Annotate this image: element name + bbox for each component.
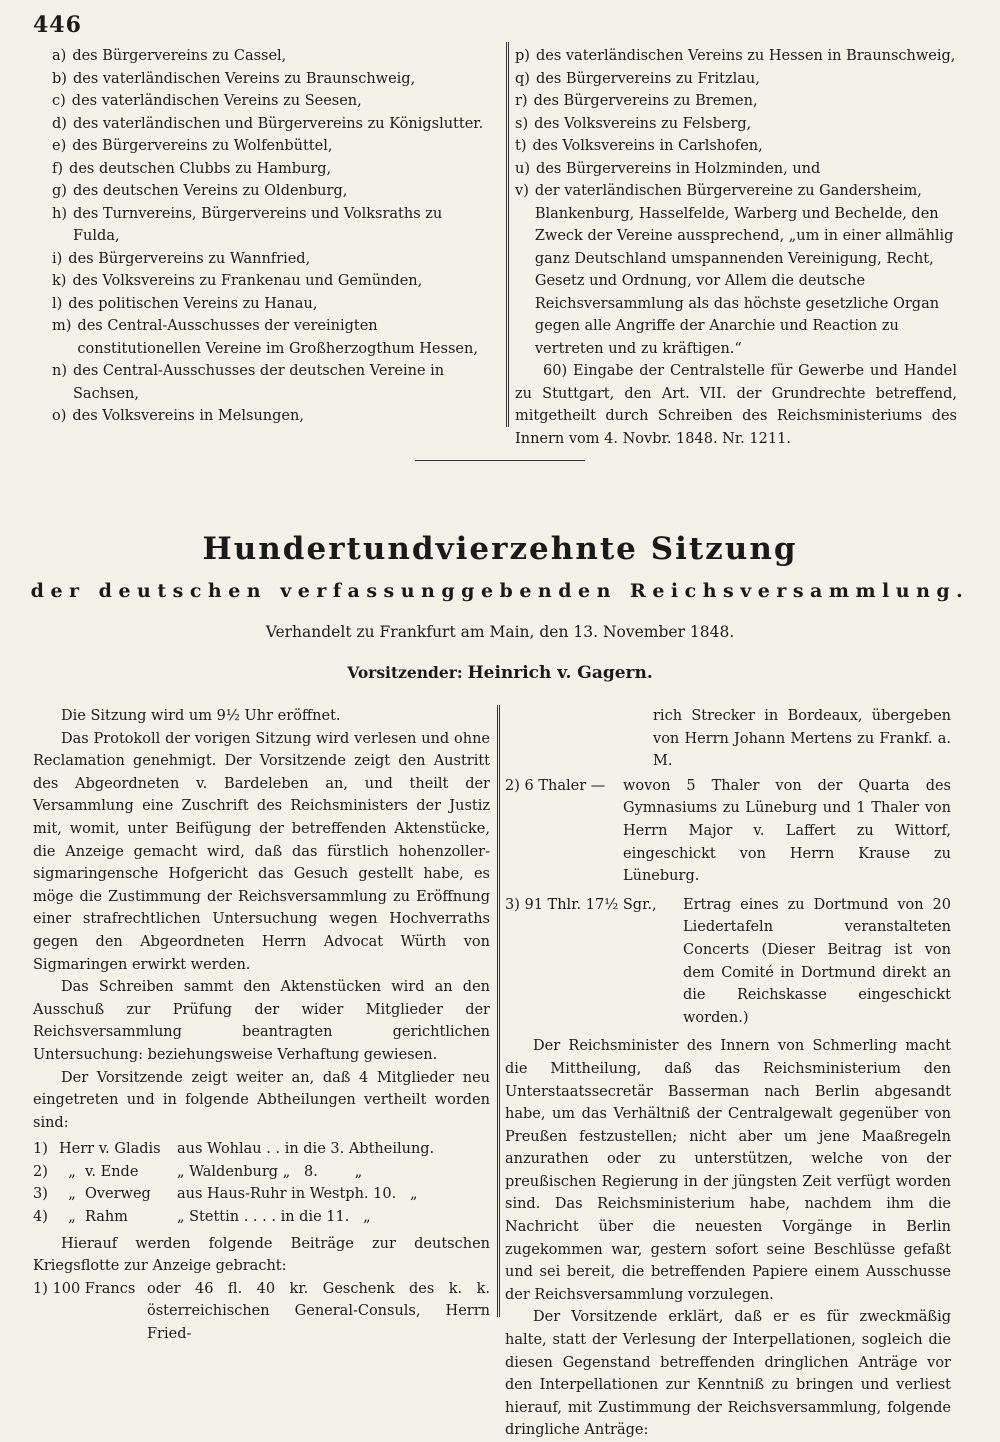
list-item-label: d) [52, 115, 67, 132]
list-item [515, 158, 957, 181]
donation-1-continued: rich Strecker in Bordeaux, übergeben von Herrn Johann Mertens zu Frankf. a. M. [653, 708, 951, 770]
list-item-label: o) [52, 408, 67, 424]
list-item [515, 45, 957, 68]
list-item-text: des Bürgervereins zu Bremen, [533, 93, 758, 109]
member-district: „ Waldenburg „ 8. „ [177, 1163, 363, 1180]
member-row [33, 1138, 490, 1161]
list-item [52, 203, 492, 248]
list-item-text: des vaterländischen Vereins zu Seesen, [71, 93, 362, 109]
member-number: 3) [33, 1186, 48, 1203]
member-number: 2) [33, 1163, 48, 1180]
list-item-text: des Volksvereins in Carlshofen, [532, 138, 763, 154]
column-divider-bottom [497, 705, 500, 1317]
member-district: aus Haus-Ruhr in Westph. 10. „ [177, 1186, 418, 1203]
session-title: Hundertundvierzehnte Sitzung [202, 531, 798, 567]
list-item [52, 180, 492, 203]
donation-1 [33, 1278, 490, 1346]
list-item [52, 248, 492, 271]
donation-1-text: oder 46 fl. 40 kr. Geschenk des k. k. österreichischen General-Consuls, Herrn Fried- [147, 1280, 490, 1343]
fleet-contributions-intro: Hierauf werden folgende Beiträge zur deutschen Kriegsflotte zur Anzeige gebracht: [33, 1235, 490, 1275]
list-item-text: des vaterländischen Vereins zu Hessen in Braunschweig, [535, 48, 956, 64]
list-item [515, 90, 957, 113]
member-row [33, 1183, 490, 1206]
list-item-label: u) [515, 160, 530, 177]
list-item-text: des Volksvereins in Melsungen, [72, 408, 304, 424]
list-item [52, 315, 492, 360]
list-item-text: des Central-Ausschusses der vereinigten constitutionellen Vereine im Großherzogthum Hessen, [77, 318, 478, 357]
list-item [515, 135, 957, 158]
list-item-text: des Bürgervereins zu Wolfenbüttel, [72, 138, 333, 154]
member-row [33, 1206, 490, 1229]
chair-name: Heinrich v. Gagern. [467, 663, 653, 683]
column-divider-top [506, 42, 509, 427]
member-district: aus Wohlau . . in die 3. Abtheilung. [177, 1141, 435, 1158]
petition-60: 60) Eingabe der Centralstelle für Gewerbe und Handel zu Stuttgart, den Art. VII. der Grundrechte betreffend, mitgetheilt durch Schreiben des Reichsministeriums des Innern vom 4. Novbr. 1848. Nr. 1211. [515, 363, 957, 447]
list-item-label: e) [52, 138, 67, 154]
list-item [515, 68, 957, 91]
list-item-text: des Bürgervereins zu Cassel, [72, 48, 287, 64]
list-item [52, 90, 492, 113]
list-item [515, 180, 957, 360]
new-members-paragraph: Der Vorsitzende zeigt weiter an, daß 4 Mitglieder neu eingetreten und in folgende Abtheilungen vertheilt worden sind: [33, 1069, 490, 1131]
top-left-column [52, 45, 492, 428]
list-item-label: t) [515, 138, 527, 154]
list-item-label: n) [52, 363, 67, 379]
list-item-text: des Volksvereins zu Felsberg, [534, 115, 752, 132]
chair-label: Vorsitzender: [347, 663, 463, 682]
member-number: 1) [33, 1141, 48, 1158]
list-item-text: des deutschen Vereins zu Oldenburg, [72, 183, 348, 199]
list-item-label: i) [52, 250, 63, 267]
list-item-text: des Central-Ausschusses der deutschen Vereine in Sachsen, [73, 363, 445, 402]
list-item [52, 405, 492, 428]
bottom-right-column [505, 705, 951, 1442]
member-district: „ Stettin . . . . in die 11. „ [177, 1209, 371, 1226]
member-row [33, 1161, 490, 1184]
donation-3-label: 3) 91 Thlr. 17½ Sgr., [505, 896, 657, 913]
donation-3-text: Ertrag eines zu Dortmund von 20 Liedertafeln veranstalteten Concerts (Dieser Beitrag ist von dem Comité in Dortmund direkt an die Reichskasse eingeschickt worden.) [683, 896, 951, 1026]
list-item-text: des politischen Vereins zu Hanau, [68, 295, 318, 312]
list-item-label: q) [515, 70, 530, 87]
list-item [515, 113, 957, 136]
new-members-list [33, 1138, 490, 1228]
donation-3 [505, 894, 951, 1030]
minister-statement: Der Reichsminister des Innern von Schmerling macht die Mittheilung, daß das Reichsministerium den Unterstaatssecretär Basserman nach Berlin abgesandt habe, um das Verhältniß der Centralgewalt gegenüber von Preußen festzustellen; nicht aber um jene Maaßregeln anzurathen oder zu unterstützen, welche von der preußischen Regierung in der jüngsten Zeit verfügt worden sind. Das Reichsministerium habe, nachdem ihm die Nachricht über die neuesten Vorgänge in Berlin zugekommen war, gestern sofort seine Beschlüsse gefaßt und sei bereit, die betreffenden Papiere einem Ausschusse der Reichsversammlung vorzulegen. [505, 1038, 951, 1303]
chair-statement: Der Vorsitzende erklärt, daß er es für zweckmäßig halte, statt der Verlesung der Interpellationen, sogleich die diesen Gegenstand betreffenden dringlichen Anträge vor den Interpellationen zur Kenntniß zu bringen und verliest hierauf, mit Zustimmung der Reichsversammlung, folgende dringliche Anträge: [505, 1309, 951, 1439]
session-subtitle: der deutschen verfassunggebenden Reichsversammlung. [30, 580, 970, 602]
list-item-text: des Bürgervereins zu Wannfried, [68, 250, 311, 267]
list-item-text: des vaterländischen Vereins zu Braunschweig, [72, 70, 416, 87]
list-item-text: des Bürgervereins in Holzminden, und [536, 160, 821, 177]
referral-paragraph: Das Schreiben sammt den Aktenstücken wird an den Ausschuß zur Prüfung der wider Mitglieder der Reichsversammlung beantragten gerichtlichen Untersuchung: beziehungsweise Verhaftung gewiesen. [33, 979, 490, 1063]
list-item-text: des Turnvereins, Bürgervereins und Volksraths zu Fulda, [73, 205, 443, 244]
section-divider [415, 460, 585, 461]
donation-1-label: 1) 100 Francs [33, 1280, 136, 1297]
list-item-label: f) [52, 160, 64, 177]
list-item-text: des Bürgervereins zu Fritzlau, [535, 70, 760, 87]
list-item [52, 68, 492, 91]
list-item [52, 135, 492, 158]
list-item-label: g) [52, 183, 67, 199]
donation-2-text: wovon 5 Thaler von der Quarta des Gymnasiums zu Lüneburg und 1 Thaler von Herrn Major v. Laffert zu Wittorf, eingeschickt von Herrn Krause zu Lüneburg. [623, 777, 951, 885]
list-item [52, 158, 492, 181]
list-item-label: v) [515, 183, 529, 199]
list-item [52, 270, 492, 293]
session-opening: Die Sitzung wird um 9½ Uhr eröffnet. [61, 708, 341, 724]
session-place-date: Verhandelt zu Frankfurt am Main, den 13. November 1848. [265, 623, 735, 641]
list-item-label: m) [52, 318, 72, 334]
list-item-label: c) [52, 93, 66, 109]
page-number: 446 [33, 12, 82, 38]
protocol-paragraph: Das Protokoll der vorigen Sitzung wird verlesen und ohne Reclamation genehmigt. Der Vorsitzende zeigt den Austritt des Abgeordneten v. Bardeleben an, und theilt der Versammlung eine Zuschrift des Reichsministers der Justiz mit, womit, unter Beifügung der betreffenden Aktenstücke, die Anzeige gemacht wird, daß das fürstlich hohenzoller-sigmaringensche Hofgericht das Gesuch gestellt habe, es möge die Zustimmung der Reichsversammlung zu Eröffnung einer strafrechtlichen Untersuchung wegen Hochverraths gegen den Abgeordneten Herrn Advocat Würth von Sigmaringen erwirkt werden. [33, 730, 490, 973]
list-item-label: p) [515, 48, 530, 64]
top-right-column [515, 45, 957, 450]
list-item-label: s) [515, 115, 529, 132]
list-item-label: r) [515, 93, 528, 109]
list-item-text: des Volksvereins zu Frankenau und Gemünden, [72, 273, 423, 289]
member-number: 4) [33, 1209, 48, 1226]
list-item-label: a) [52, 48, 67, 64]
list-item [52, 113, 492, 136]
donation-2-label: 2) 6 Thaler — [505, 777, 606, 794]
list-item-label: l) [52, 295, 63, 312]
list-item-label: h) [52, 205, 67, 222]
list-item-text: der vaterländischen Bürgervereine zu Gandersheim, Blankenburg, Hasselfelde, Warberg und Bechelde, den Zweck der Vereine aussprechend, „um in einer allmählig ganz Deutschland umspannenden Vereinigung, Recht, Gesetz und Ordnung, vor Allem die deutsche Reichsversammlung als das höchste gesetzliche Organ gegen alle Angriffe der Anarchie und Reaction zu vertreten und zu kräftigen.“ [534, 183, 954, 357]
list-item-label: b) [52, 70, 67, 87]
list-item [52, 45, 492, 68]
list-item-text: des vaterländischen und Bürgervereins zu Königslutter. [72, 115, 484, 132]
member-name: „ Overweg [59, 1186, 151, 1203]
chair-line [0, 663, 1000, 683]
member-name: Herr v. Gladis [59, 1141, 161, 1158]
list-item [52, 360, 492, 405]
list-item-text: des deutschen Clubbs zu Hamburg, [69, 160, 332, 177]
bottom-left-column [33, 705, 490, 1346]
member-name: „ Rahm [59, 1209, 128, 1226]
list-item-label: k) [52, 273, 67, 289]
list-item [52, 293, 492, 316]
member-name: „ v. Ende [59, 1163, 139, 1180]
donation-2 [505, 775, 951, 888]
